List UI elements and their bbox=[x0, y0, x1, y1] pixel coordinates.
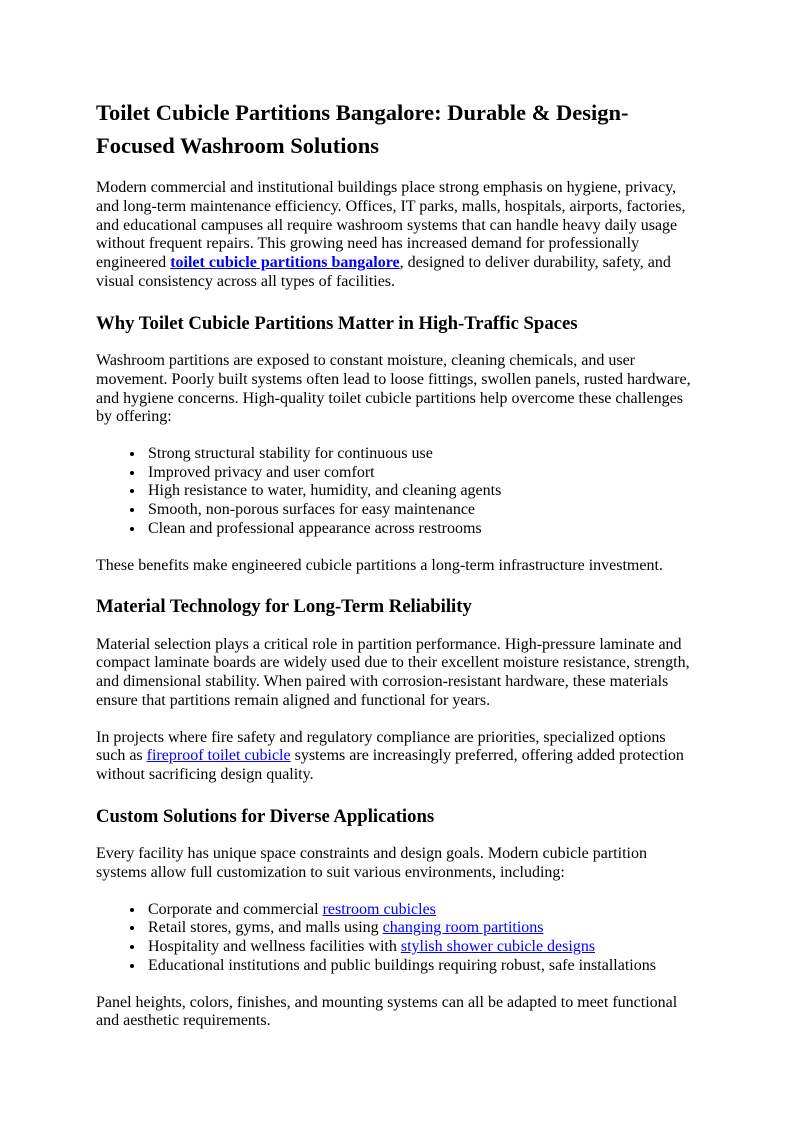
paragraph bbox=[96, 636, 698, 711]
text-run: , designed to deliver durability, safety, and visual consistency across all types of facilities. bbox=[96, 254, 671, 290]
inline-link[interactable]: toilet cubicle partitions bangalore bbox=[170, 254, 400, 272]
paragraph bbox=[96, 729, 698, 785]
text-run: Panel heights, colors, finishes, and mounting systems can all be adapted to meet functional and aesthetic requirements. bbox=[96, 993, 678, 1030]
text-run: Clean and professional appearance across restrooms bbox=[148, 519, 482, 537]
text-run: These benefits make engineered cubicle partitions a long-term infrastructure investment. bbox=[96, 556, 663, 574]
document-body bbox=[96, 179, 698, 1031]
inline-link[interactable]: restroom cubicles bbox=[322, 900, 436, 918]
text-run: Retail stores, gyms, and malls using bbox=[148, 919, 383, 937]
paragraph bbox=[96, 179, 698, 291]
section-heading: Why Toilet Cubicle Partitions Matter in High-Traffic Spaces bbox=[96, 312, 578, 334]
list-item bbox=[145, 520, 698, 539]
section-heading: Custom Solutions for Diverse Applications bbox=[96, 805, 435, 827]
list-item bbox=[145, 445, 698, 464]
list-item bbox=[145, 901, 698, 920]
list-item bbox=[145, 919, 698, 938]
text-run: Washroom partitions are exposed to constant moisture, cleaning chemicals, and user movement. Poorly built systems often lead to loose fittings, swollen panels, rusted hardware, and hygiene concerns. High-quality toilet cubicle partitions help overcome these challenges by offering: bbox=[96, 352, 691, 426]
list-item bbox=[145, 482, 698, 501]
text-run: Educational institutions and public buildings requiring robust, safe installations bbox=[148, 956, 656, 974]
paragraph bbox=[96, 845, 698, 882]
list-item bbox=[145, 501, 698, 520]
inline-link[interactable]: fireproof toilet cubicle bbox=[146, 747, 291, 765]
text-run: In projects where fire safety and regulatory compliance are priorities, specialized options such as bbox=[96, 728, 666, 765]
text-run: Corporate and commercial bbox=[148, 900, 323, 918]
text-run: Smooth, non-porous surfaces for easy maintenance bbox=[148, 501, 476, 519]
text-run: Modern commercial and institutional buildings place strong emphasis on hygiene, privacy, and long-term maintenance efficiency. Offices, IT parks, malls, hospitals, airports, factories, and educational campuses all require washroom systems that can handle heavy daily usage without frequent repairs. This growing need has increased demand for professionally engineered bbox=[96, 179, 686, 272]
text-run: High resistance to water, humidity, and cleaning agents bbox=[148, 482, 502, 500]
section-heading: Material Technology for Long-Term Reliability bbox=[96, 596, 472, 618]
document-title: Toilet Cubicle Partitions Bangalore: Durable & Design-Focused Washroom Solutions bbox=[96, 100, 629, 158]
inline-link[interactable]: changing room partitions bbox=[382, 919, 544, 937]
list-item bbox=[145, 957, 698, 976]
paragraph bbox=[96, 994, 698, 1031]
bullet-list bbox=[96, 901, 698, 976]
paragraph bbox=[96, 352, 698, 427]
text-run: Material selection plays a critical role in partition performance. High-pressure laminate and compact laminate boards are widely used due to their excellent moisture resistance, strength, and dimensional stability. When paired with corrosion-resistant hardware, these materials ensure that partitions remain aligned and functional for years. bbox=[96, 635, 690, 709]
text-run: Strong structural stability for continuous use bbox=[148, 444, 433, 462]
inline-link[interactable]: stylish shower cubicle designs bbox=[400, 938, 596, 956]
text-run: systems are increasingly preferred, offering added protection without sacrificing design quality. bbox=[96, 747, 684, 784]
bullet-list bbox=[96, 445, 698, 539]
text-run: Every facility has unique space constraints and design goals. Modern cubicle partition systems allow full customization to suit various environments, including: bbox=[96, 845, 647, 881]
list-item bbox=[145, 464, 698, 483]
text-run: Improved privacy and user comfort bbox=[148, 463, 375, 481]
paragraph bbox=[96, 557, 698, 576]
list-item bbox=[145, 938, 698, 957]
text-run: Hospitality and wellness facilities with bbox=[148, 938, 401, 956]
